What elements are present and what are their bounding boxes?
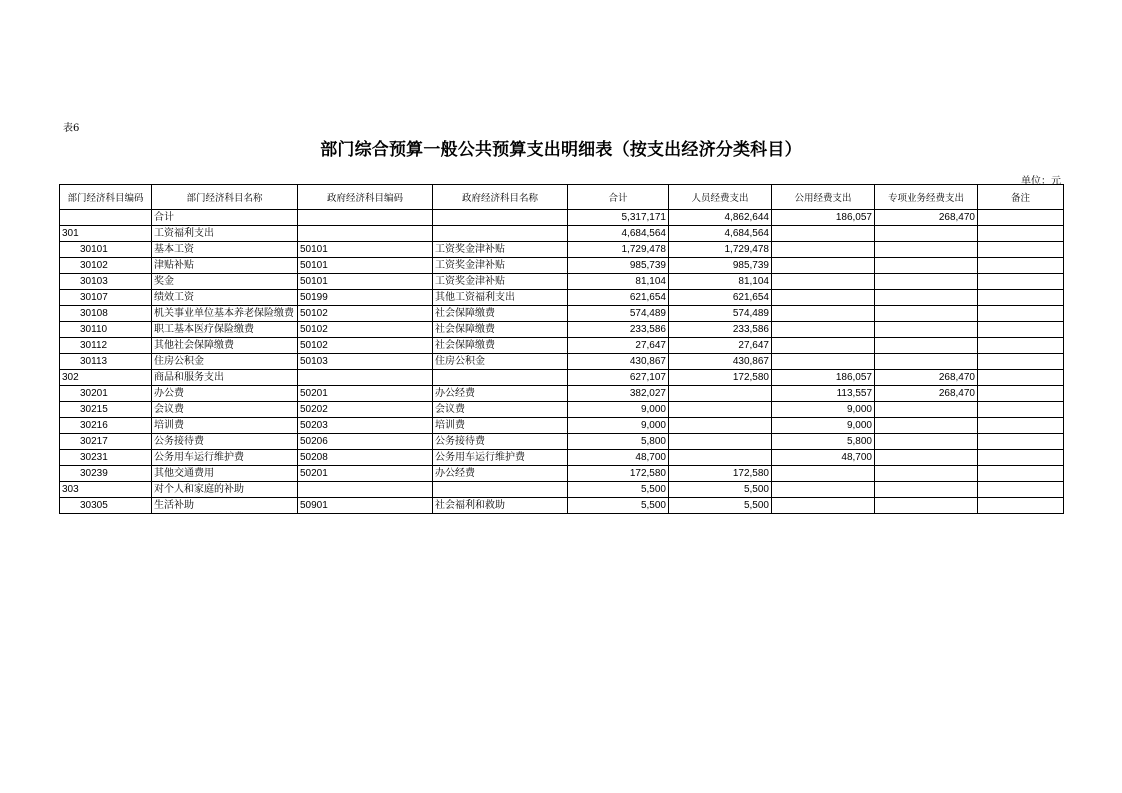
dept-name-cell: 公务用车运行维护费 [152,450,298,466]
personnel-cell: 27,647 [669,338,772,354]
dept-code-cell: 30216 [60,418,152,434]
gov-name-cell: 工资奖金津补贴 [433,274,568,290]
special-cell [875,498,978,514]
public-cell [772,306,875,322]
gov-name-cell: 公务用车运行维护费 [433,450,568,466]
column-header: 人员经费支出 [669,185,772,210]
note-cell [978,370,1064,386]
gov-code-cell: 50202 [298,402,433,418]
note-cell [978,466,1064,482]
table-row [60,354,1064,370]
dept-name-cell: 其他交通费用 [152,466,298,482]
unit-label: 单位：元 [1021,176,1061,187]
public-cell: 113,557 [772,386,875,402]
total-cell: 430,867 [568,354,669,370]
note-cell [978,482,1064,498]
dept-name-cell: 基本工资 [152,242,298,258]
total-cell: 81,104 [568,274,669,290]
gov-code-cell: 50102 [298,338,433,354]
gov-code-cell: 50203 [298,418,433,434]
gov-code-cell: 50103 [298,354,433,370]
table-row [60,450,1064,466]
note-cell [978,258,1064,274]
table-row [60,498,1064,514]
note-cell [978,306,1064,322]
dept-name-cell: 商品和服务支出 [152,370,298,386]
table-row [60,306,1064,322]
dept-code-cell: 30215 [60,402,152,418]
table-row [60,386,1064,402]
personnel-cell: 4,862,644 [669,210,772,226]
table-row [60,434,1064,450]
dept-name-cell: 机关事业单位基本养老保险缴费 [152,306,298,322]
table-body [60,210,1064,514]
special-cell [875,418,978,434]
special-cell [875,354,978,370]
gov-name-cell: 办公经费 [433,466,568,482]
gov-name-cell: 社会保障缴费 [433,306,568,322]
note-cell [978,402,1064,418]
public-cell [772,290,875,306]
public-cell [772,466,875,482]
dept-code-cell: 30108 [60,306,152,322]
gov-code-cell: 50102 [298,322,433,338]
personnel-cell: 172,580 [669,370,772,386]
gov-code-cell: 50199 [298,290,433,306]
gov-code-cell: 50201 [298,386,433,402]
special-cell [875,482,978,498]
gov-name-cell [433,226,568,242]
table-row [60,418,1064,434]
total-cell: 172,580 [568,466,669,482]
dept-name-cell: 对个人和家庭的补助 [152,482,298,498]
table-row [60,274,1064,290]
dept-code-cell [60,210,152,226]
dept-name-cell: 办公费 [152,386,298,402]
gov-name-cell: 培训费 [433,418,568,434]
special-cell [875,450,978,466]
table-header-row [60,185,1064,210]
personnel-cell: 5,500 [669,482,772,498]
personnel-cell: 5,500 [669,498,772,514]
public-cell [772,498,875,514]
personnel-cell: 4,684,564 [669,226,772,242]
dept-code-cell: 30217 [60,434,152,450]
gov-code-cell: 50101 [298,242,433,258]
column-header: 部门经济科目名称 [152,185,298,210]
dept-name-cell: 绩效工资 [152,290,298,306]
gov-code-cell: 50101 [298,274,433,290]
gov-name-cell: 住房公积金 [433,354,568,370]
public-cell: 9,000 [772,402,875,418]
gov-name-cell: 工资奖金津补贴 [433,242,568,258]
public-cell: 48,700 [772,450,875,466]
gov-code-cell: 50206 [298,434,433,450]
personnel-cell: 233,586 [669,322,772,338]
total-cell: 233,586 [568,322,669,338]
personnel-cell: 430,867 [669,354,772,370]
column-header: 政府经济科目编码 [298,185,433,210]
gov-code-cell: 50101 [298,258,433,274]
page-title: 部门综合预算一般公共预算支出明细表（按支出经济分类科目） [320,140,802,160]
gov-name-cell: 会议费 [433,402,568,418]
note-cell [978,386,1064,402]
total-cell: 985,739 [568,258,669,274]
gov-code-cell [298,210,433,226]
total-cell: 574,489 [568,306,669,322]
special-cell [875,402,978,418]
personnel-cell [669,386,772,402]
personnel-cell: 172,580 [669,466,772,482]
column-header: 专项业务经费支出 [875,185,978,210]
public-cell [772,482,875,498]
special-cell [875,338,978,354]
dept-name-cell: 培训费 [152,418,298,434]
dept-code-cell: 303 [60,482,152,498]
personnel-cell: 81,104 [669,274,772,290]
dept-name-cell: 职工基本医疗保险缴费 [152,322,298,338]
special-cell: 268,470 [875,210,978,226]
public-cell [772,258,875,274]
dept-code-cell: 301 [60,226,152,242]
gov-code-cell [298,482,433,498]
dept-code-cell: 30231 [60,450,152,466]
personnel-cell [669,434,772,450]
column-header: 政府经济科目名称 [433,185,568,210]
dept-code-cell: 30239 [60,466,152,482]
table-row [60,482,1064,498]
dept-code-cell: 30112 [60,338,152,354]
special-cell [875,322,978,338]
total-cell: 4,684,564 [568,226,669,242]
total-cell: 9,000 [568,418,669,434]
personnel-cell [669,418,772,434]
table-row [60,290,1064,306]
note-cell [978,290,1064,306]
note-cell [978,338,1064,354]
column-header: 部门经济科目编码 [60,185,152,210]
personnel-cell [669,450,772,466]
personnel-cell: 621,654 [669,290,772,306]
public-cell: 186,057 [772,210,875,226]
personnel-cell: 985,739 [669,258,772,274]
dept-name-cell: 奖金 [152,274,298,290]
column-header: 备注 [978,185,1064,210]
gov-name-cell: 社会保障缴费 [433,322,568,338]
special-cell [875,306,978,322]
dept-code-cell: 30201 [60,386,152,402]
dept-name-cell: 其他社会保障缴费 [152,338,298,354]
total-cell: 627,107 [568,370,669,386]
table-row [60,322,1064,338]
note-cell [978,418,1064,434]
total-cell: 27,647 [568,338,669,354]
dept-name-cell: 生活补助 [152,498,298,514]
total-cell: 1,729,478 [568,242,669,258]
total-cell: 621,654 [568,290,669,306]
total-cell: 5,500 [568,498,669,514]
total-cell: 5,800 [568,434,669,450]
special-cell: 268,470 [875,386,978,402]
note-cell [978,498,1064,514]
gov-code-cell: 50901 [298,498,433,514]
total-cell: 382,027 [568,386,669,402]
budget-table [59,184,1064,514]
gov-name-cell: 社会保障缴费 [433,338,568,354]
note-cell [978,242,1064,258]
dept-name-cell: 合计 [152,210,298,226]
note-cell [978,450,1064,466]
dept-name-cell: 住房公积金 [152,354,298,370]
personnel-cell: 1,729,478 [669,242,772,258]
special-cell [875,274,978,290]
public-cell: 9,000 [772,418,875,434]
public-cell [772,354,875,370]
gov-code-cell: 50208 [298,450,433,466]
note-cell [978,322,1064,338]
public-cell [772,242,875,258]
note-cell [978,354,1064,370]
gov-code-cell [298,226,433,242]
dept-name-cell: 会议费 [152,402,298,418]
public-cell [772,226,875,242]
note-cell [978,274,1064,290]
gov-name-cell: 工资奖金津补贴 [433,258,568,274]
column-header: 合计 [568,185,669,210]
gov-name-cell: 办公经费 [433,386,568,402]
public-cell [772,322,875,338]
dept-code-cell: 30103 [60,274,152,290]
total-cell: 5,500 [568,482,669,498]
gov-name-cell: 公务接待费 [433,434,568,450]
gov-name-cell: 社会福利和救助 [433,498,568,514]
special-cell: 268,470 [875,370,978,386]
total-cell: 9,000 [568,402,669,418]
table-row [60,370,1064,386]
note-cell [978,434,1064,450]
dept-name-cell: 公务接待费 [152,434,298,450]
table-row [60,226,1064,242]
public-cell: 186,057 [772,370,875,386]
column-header: 公用经费支出 [772,185,875,210]
dept-name-cell: 津贴补贴 [152,258,298,274]
table-row [60,242,1064,258]
special-cell [875,290,978,306]
table-row [60,466,1064,482]
dept-code-cell: 30110 [60,322,152,338]
dept-code-cell: 30102 [60,258,152,274]
public-cell [772,338,875,354]
dept-code-cell: 30101 [60,242,152,258]
personnel-cell [669,402,772,418]
gov-name-cell: 其他工资福利支出 [433,290,568,306]
gov-code-cell [298,370,433,386]
special-cell [875,434,978,450]
special-cell [875,242,978,258]
gov-name-cell [433,210,568,226]
table-row [60,210,1064,226]
gov-code-cell: 50201 [298,466,433,482]
dept-code-cell: 302 [60,370,152,386]
personnel-cell: 574,489 [669,306,772,322]
table-row [60,402,1064,418]
gov-name-cell [433,482,568,498]
public-cell: 5,800 [772,434,875,450]
gov-code-cell: 50102 [298,306,433,322]
table-row [60,258,1064,274]
dept-name-cell: 工资福利支出 [152,226,298,242]
dept-code-cell: 30107 [60,290,152,306]
dept-code-cell: 30113 [60,354,152,370]
special-cell [875,226,978,242]
sheet-label: 表6 [63,123,80,134]
special-cell [875,258,978,274]
dept-code-cell: 30305 [60,498,152,514]
gov-name-cell [433,370,568,386]
note-cell [978,226,1064,242]
special-cell [875,466,978,482]
total-cell: 48,700 [568,450,669,466]
public-cell [772,274,875,290]
total-cell: 5,317,171 [568,210,669,226]
note-cell [978,210,1064,226]
table-row [60,338,1064,354]
